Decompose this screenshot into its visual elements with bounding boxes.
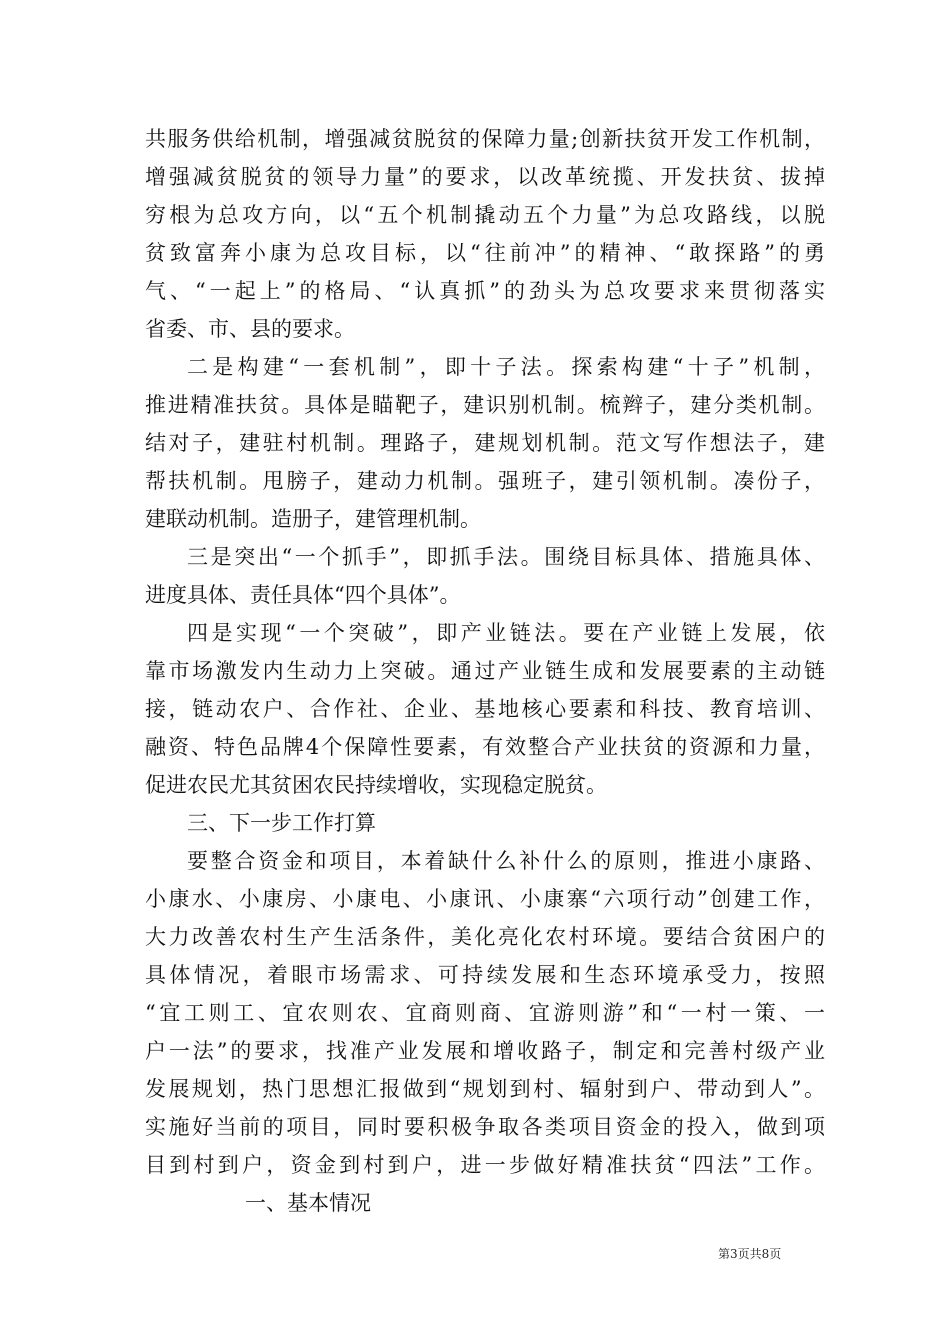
text-line: 靠市场激发内生动力上突破。通过产业链生成和发展要素的主动链 [145, 659, 825, 683]
text-line: 接，链动农户、合作社、企业、基地核心要素和科技、教育培训、 [145, 697, 825, 721]
text-line: 目到村到户，资金到村到户，进一步做好精准扶贫“四法”工作。 [145, 1153, 825, 1177]
text-line: 四是实现“一个突破”，即产业链法。要在产业链上发展，依 [187, 621, 825, 645]
text-line: 进度具体、责任具体“四个具体”。 [145, 583, 461, 607]
text-line: 共服务供给机制，增强减贫脱贫的保障力量;创新扶贫开发工作机制， [145, 127, 825, 151]
text-line: 一、基本情况 [245, 1191, 371, 1215]
text-line: 穷根为总攻方向，以“五个机制撬动五个力量”为总攻路线，以脱 [145, 203, 825, 227]
text-line: 融资、特色品牌4个保障性要素，有效整合产业扶贫的资源和力量， [145, 735, 825, 759]
text-line: 要整合资金和项目，本着缺什么补什么的原则，推进小康路、 [187, 849, 825, 873]
text-line: 三、下一步工作打算 [187, 811, 376, 835]
text-line: 建联动机制。造册子，建管理机制。 [145, 507, 481, 531]
text-line: 帮扶机制。甩膀子，建动力机制。强班子，建引领机制。凑份子， [145, 469, 825, 493]
text-line: 结对子，建驻村机制。理路子，建规划机制。范文写作想法子，建 [145, 431, 825, 455]
body-text [145, 120, 825, 1222]
text-line: “宜工则工、宜农则农、宜商则商、宜游则游”和“一村一策、一 [145, 1001, 825, 1025]
text-line: 具体情况，着眼市场需求、可持续发展和生态环境承受力，按照 [145, 963, 825, 987]
text-line: 发展规划，热门思想汇报做到“规划到村、辐射到户、带动到人”。 [145, 1077, 825, 1101]
page-number: 第3页共8页 [718, 1247, 782, 1261]
text-line: 推进精准扶贫。具体是瞄靶子，建识别机制。梳辫子，建分类机制。 [145, 393, 825, 417]
text-line: 增强减贫脱贫的领导力量”的要求，以改革统揽、开发扶贫、拔掉 [145, 165, 825, 189]
text-line: 贫致富奔小康为总攻目标，以“往前冲”的精神、“敢探路”的勇 [145, 241, 825, 265]
text-line: 大力改善农村生产生活条件，美化亮化农村环境。要结合贫困户的 [145, 925, 825, 949]
text-line: 小康水、小康房、小康电、小康讯、小康寨“六项行动”创建工作， [145, 887, 825, 911]
text-line: 二是构建“一套机制”，即十子法。探索构建“十子”机制， [187, 355, 825, 379]
text-line: 促进农民尤其贫困农民持续增收，实现稳定脱贫。 [145, 773, 607, 797]
text-line: 实施好当前的项目，同时要积极争取各类项目资金的投入，做到项 [145, 1115, 825, 1139]
text-line: 省委、市、县的要求。 [145, 317, 355, 341]
text-line: 三是突出“一个抓手”，即抓手法。围绕目标具体、措施具体、 [187, 545, 825, 569]
text-line: 户一法”的要求，找准产业发展和增收路子，制定和完善村级产业 [145, 1039, 825, 1063]
text-line: 气、“一起上”的格局、“认真抓”的劲头为总攻要求来贯彻落实 [145, 279, 825, 303]
